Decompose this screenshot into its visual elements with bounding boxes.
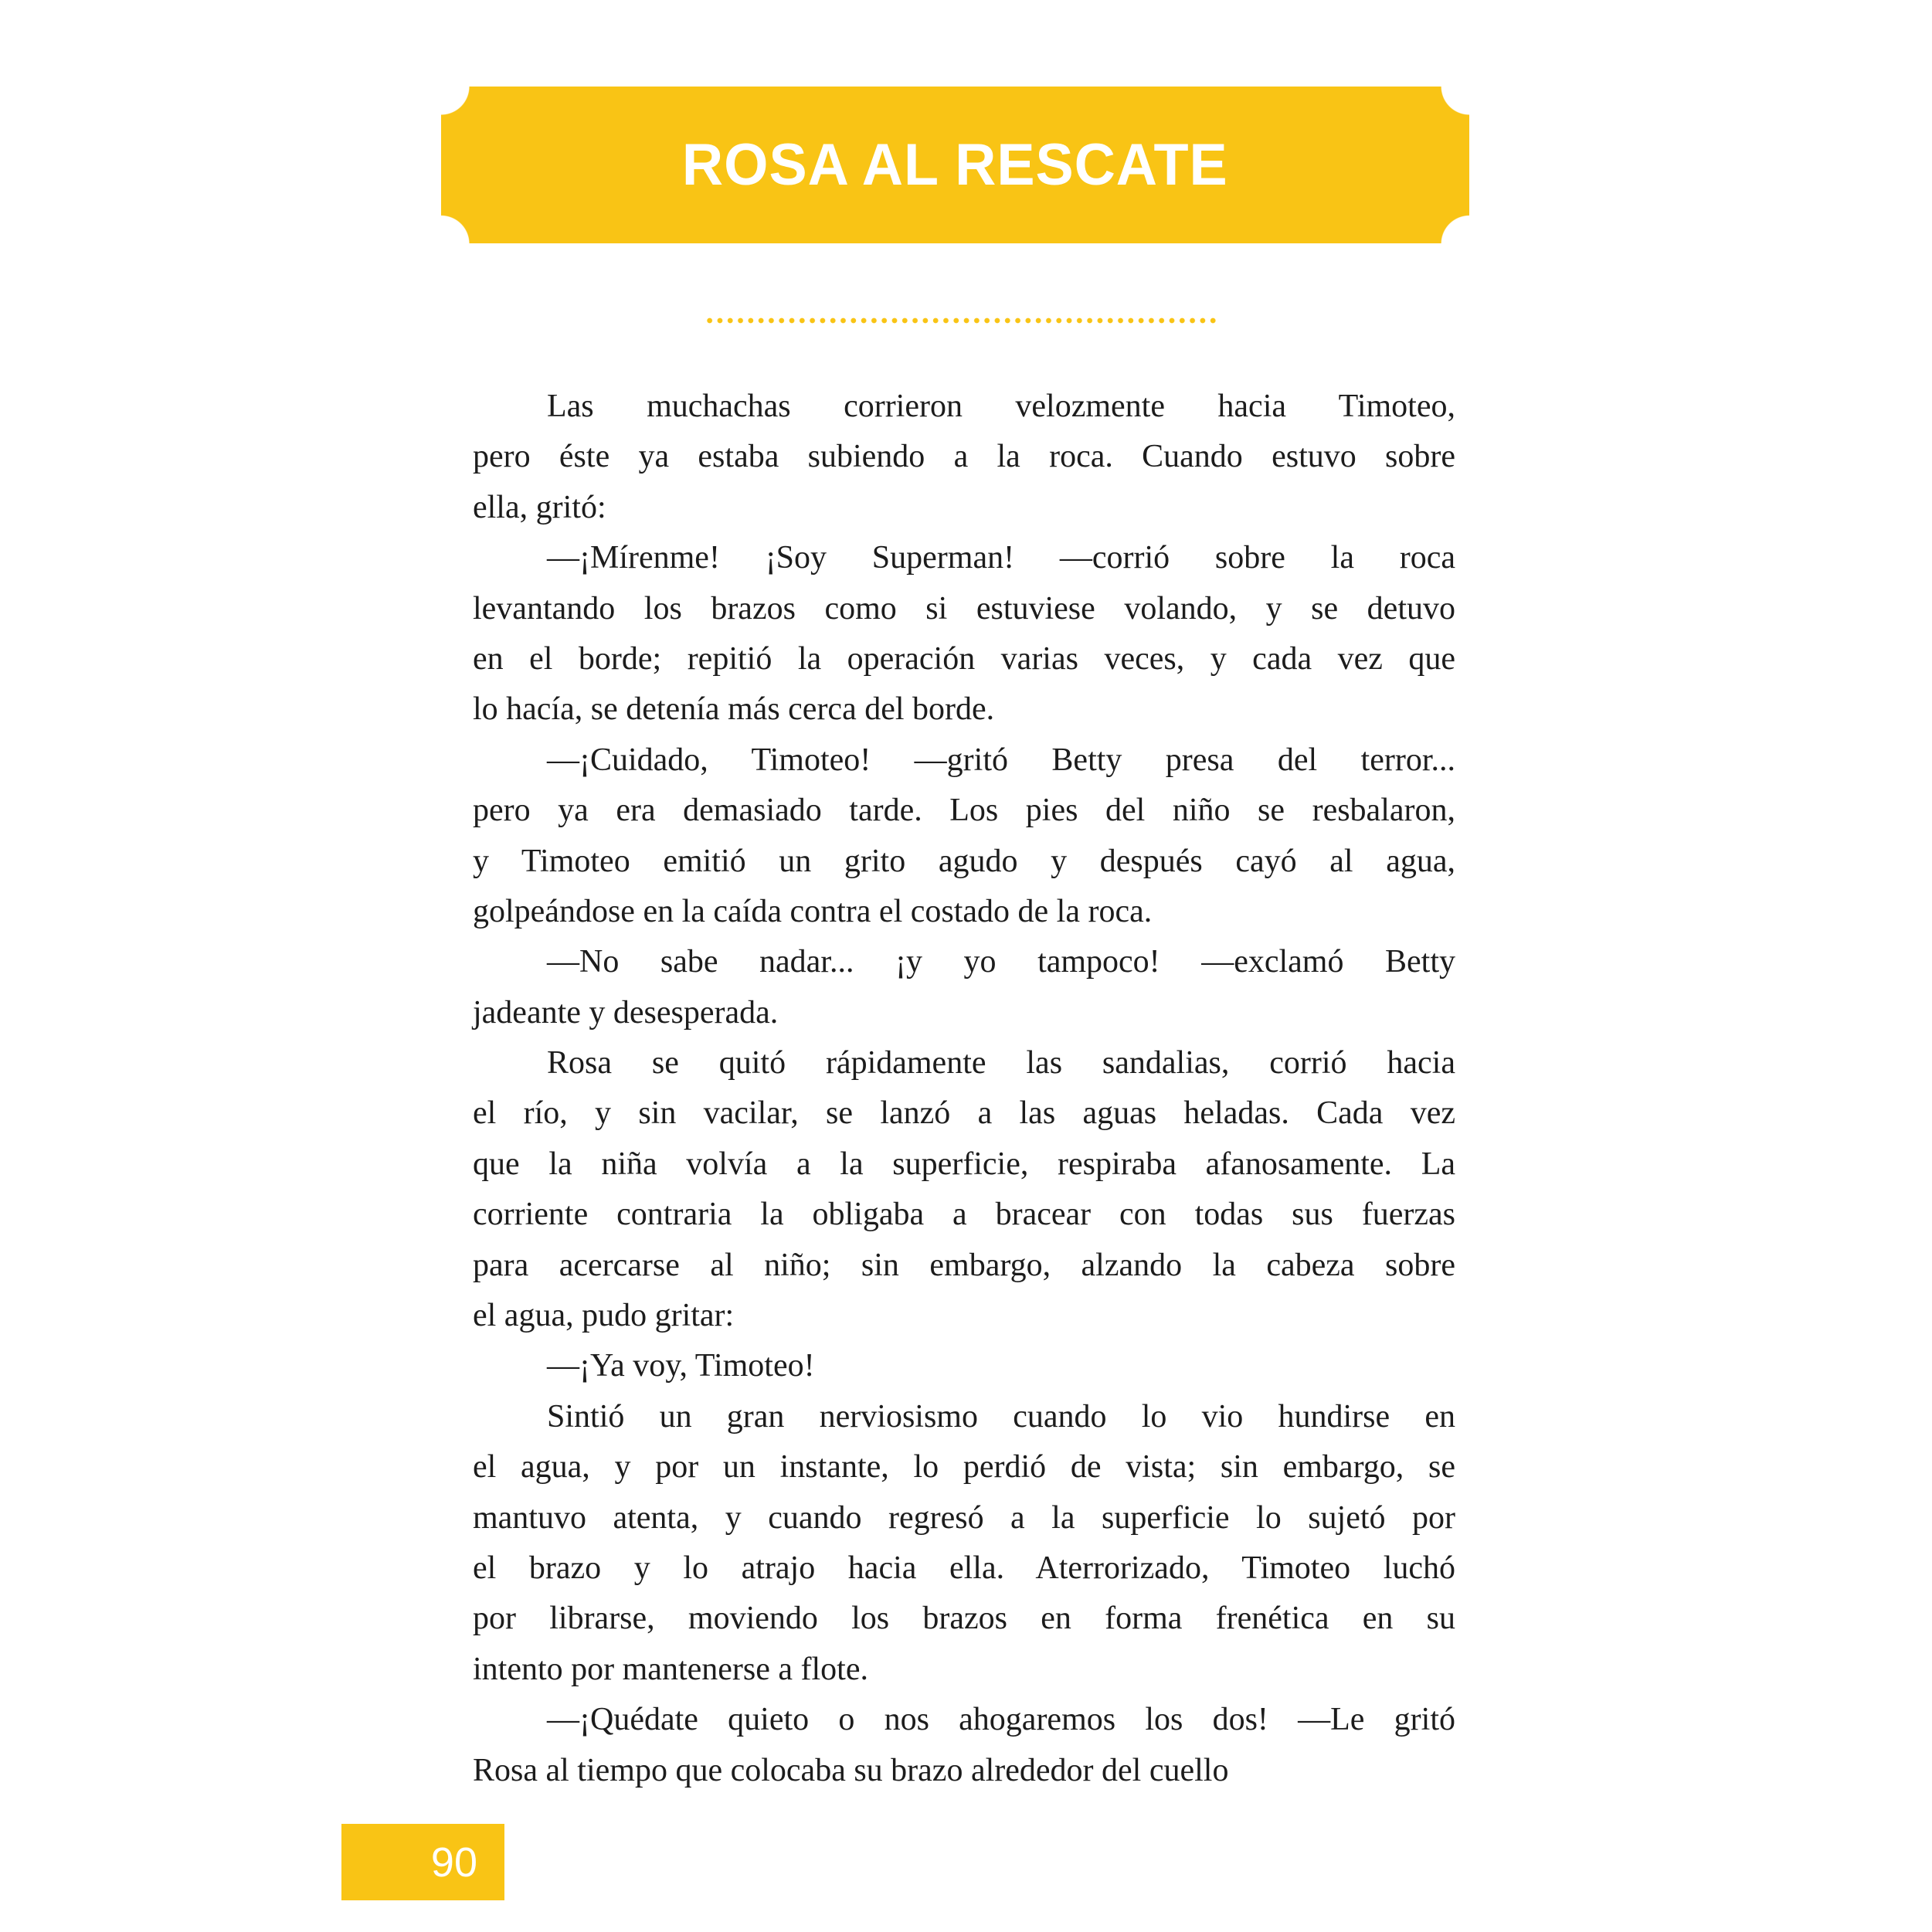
text-line: corriente contraria la obligaba a bracear con todas sus fuerzas bbox=[473, 1197, 1455, 1233]
text-line: levantando los brazos como si estuviese volando, y se detuvo bbox=[473, 590, 1455, 626]
paragraph bbox=[473, 533, 1455, 735]
text-line: —¡Ya voy, Timoteo! bbox=[547, 1348, 815, 1384]
text-line: —¡Cuidado, Timoteo! —gritó Betty presa del terror... bbox=[547, 742, 1455, 778]
text-line: Rosa al tiempo que colocaba su brazo alrededor del cuello bbox=[473, 1752, 1229, 1788]
text-line: el río, y sin vacilar, se lanzó a las aguas heladas. Cada vez bbox=[473, 1095, 1455, 1132]
text-line: —¡Mírenme! ¡Soy Superman! —corrió sobre la roca bbox=[547, 540, 1455, 576]
page-title: ROSA AL RESCATE bbox=[682, 132, 1228, 198]
text-line: Sintió un gran nerviosismo cuando lo vio hundirse en bbox=[547, 1398, 1455, 1435]
paragraph bbox=[473, 1038, 1455, 1341]
text-line: pero éste ya estaba subiendo a la roca. Cuando estuvo sobre bbox=[473, 439, 1455, 475]
text-line: el agua, y por un instante, lo perdió de vista; sin embargo, se bbox=[473, 1449, 1455, 1486]
paragraph bbox=[473, 1392, 1455, 1695]
text-line: el brazo y lo atrajo hacia ella. Aterrorizado, Timoteo luchó bbox=[473, 1550, 1455, 1586]
text-line: —¡Quédate quieto o nos ahogaremos los dos! —Le gritó bbox=[547, 1702, 1455, 1738]
text-line: mantuvo atenta, y cuando regresó a la superficie lo sujetó por bbox=[473, 1499, 1455, 1536]
text-line: por librarse, moviendo los brazos en forma frenética en su bbox=[473, 1601, 1455, 1637]
page-number: 90 bbox=[430, 1839, 477, 1886]
text-line: ella, gritó: bbox=[473, 489, 606, 525]
text-line: lo hacía, se detenía más cerca del borde. bbox=[473, 691, 995, 728]
page-number-box bbox=[341, 1824, 504, 1900]
text-line: el agua, pudo gritar: bbox=[473, 1298, 735, 1334]
text-line: intento por mantenerse a flote. bbox=[473, 1651, 868, 1687]
dotted-separator bbox=[705, 316, 1217, 325]
paragraph bbox=[473, 937, 1455, 1038]
text-line: Rosa se quitó rápidamente las sandalias, corrió hacia bbox=[547, 1045, 1455, 1081]
body-text bbox=[473, 382, 1455, 1796]
text-line: pero ya era demasiado tarde. Los pies del niño se resbalaron, bbox=[473, 793, 1455, 829]
text-line: golpeándose en la caída contra el costado de la roca. bbox=[473, 893, 1153, 929]
text-line: y Timoteo emitió un grito agudo y después cayó al agua, bbox=[473, 843, 1455, 879]
paragraph bbox=[473, 1695, 1455, 1796]
text-line: —No sabe nadar... ¡y yo tampoco! —exclamó Betty bbox=[547, 944, 1455, 980]
paragraph bbox=[473, 735, 1455, 938]
text-line: jadeante y desesperada. bbox=[473, 994, 779, 1031]
text-line: que la niña volvía a la superficie, respiraba afanosamente. La bbox=[473, 1146, 1455, 1182]
text-line: en el borde; repitió la operación varias veces, y cada vez que bbox=[473, 640, 1455, 677]
text-line: Las muchachas corrieron velozmente hacia Timoteo, bbox=[547, 389, 1455, 424]
paragraph bbox=[473, 382, 1455, 533]
text-line: para acercarse al niño; sin embargo, alzando la cabeza sobre bbox=[473, 1247, 1455, 1283]
paragraph bbox=[473, 1341, 1455, 1391]
chapter-title-banner bbox=[441, 87, 1469, 243]
